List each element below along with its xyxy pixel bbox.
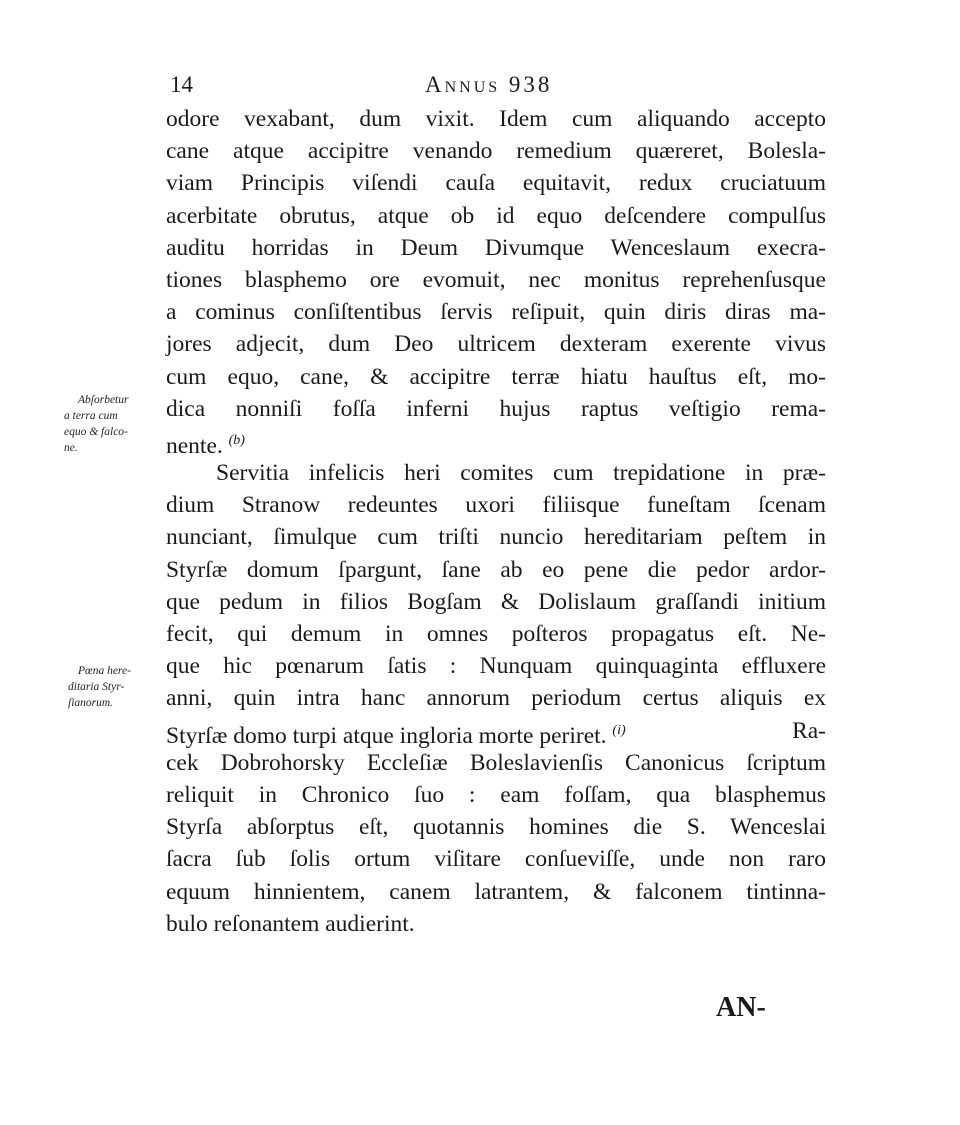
text-line: equum hinnientem, canem latrantem, & falconem tintinna-	[166, 878, 826, 905]
running-title: Annus 938	[425, 72, 553, 97]
text-line: cek Dobrohorsky Eccleſiæ Boleslavienſis Canonicus ſcriptum	[166, 749, 826, 776]
text-line: viam Principis viſendi cauſa equitavit, redux cruciatuum	[166, 170, 826, 197]
text-line: cum equo, cane, & accipitre terræ hiatu hauſtus eſt, mo-	[166, 363, 826, 390]
margin-note-poena	[68, 663, 160, 711]
page-number: 14	[170, 72, 193, 97]
text-line: Styrſæ domum ſpargunt, ſane ab eo pene die pedor ardor-	[166, 556, 826, 583]
margin-note-line: a terra cum	[64, 410, 118, 422]
text-line: dium Stranow redeuntes uxori filiisque funeſtam ſcenam	[166, 492, 826, 519]
text-line	[166, 715, 826, 747]
text-line: odore vexabant, dum vixit. Idem cum aliquando accepto	[166, 106, 826, 132]
text-line: acerbitate obrutus, atque ob id equo deſcendere compulſus	[166, 202, 826, 229]
text-line: a cominus conſiſtentibus ſervis reſipuit, quin diris diras ma-	[166, 299, 826, 326]
text-line	[166, 425, 826, 457]
text-line: jores adjecit, dum Deo ultricem dexteram exerente vivus	[166, 331, 826, 358]
footnote-marker-i: (i)	[612, 722, 626, 738]
main-text	[166, 103, 826, 940]
margin-note-line: Abſorbetur	[78, 394, 129, 406]
page-header	[170, 72, 820, 102]
text-line: anni, quin intra hanc annorum periodum certus aliquis ex	[166, 685, 826, 712]
text-segment: Styrſæ domo turpi atque ingloria morte periret.	[166, 722, 607, 749]
paragraph-end: nente.	[166, 432, 223, 459]
catchword: AN-	[716, 992, 766, 1023]
text-line: Servitia infelicis heri comites cum trepidatione in præ-	[216, 460, 826, 487]
text-line: que hic pœnarum ſatis : Nunquam quinquaginta effluxere	[166, 653, 826, 680]
text-line: tiones blasphemo ore evomuit, nec monitus reprehenſusque	[166, 266, 826, 293]
text-segment: Ra-	[792, 717, 826, 744]
footnote-marker-b: (b)	[228, 432, 245, 448]
margin-note-line: ſianorum.	[68, 697, 114, 709]
margin-note-line: Pœna here-	[78, 665, 131, 677]
text-line: auditu horridas in Deum Divumque Wenceslaum execra-	[166, 234, 826, 261]
text-line: Styrſa abſorptus eſt, quotannis homines die S. Wenceslai	[166, 814, 826, 841]
text-line: bulo reſonantem audierint.	[166, 910, 415, 937]
text-line: dica nonniſi foſſa inferni hujus raptus veſtigio rema-	[166, 395, 826, 422]
margin-note-absorbetur	[64, 392, 156, 456]
text-line: ſacra ſub ſolis ortum viſitare conſueviſſe, unde non raro	[166, 846, 826, 873]
margin-note-line: equo & falco-	[64, 426, 128, 438]
text-line: fecit, qui demum in omnes poſteros propagatus eſt. Ne-	[166, 621, 826, 647]
text-line: nunciant, ſimulque cum triſti nuncio hereditariam peſtem in	[166, 524, 826, 551]
margin-note-line: ditaria Styr-	[68, 681, 125, 693]
text-line: cane atque accipitre venando remedium quæreret, Bolesla-	[166, 138, 826, 165]
text-line: que pedum in filios Bogſam & Dolislaum graſſandi initium	[166, 588, 826, 615]
text-line: reliquit in Chronico ſuo : eam foſſam, qua blasphemus	[166, 781, 826, 808]
margin-note-line: ne.	[64, 442, 78, 454]
